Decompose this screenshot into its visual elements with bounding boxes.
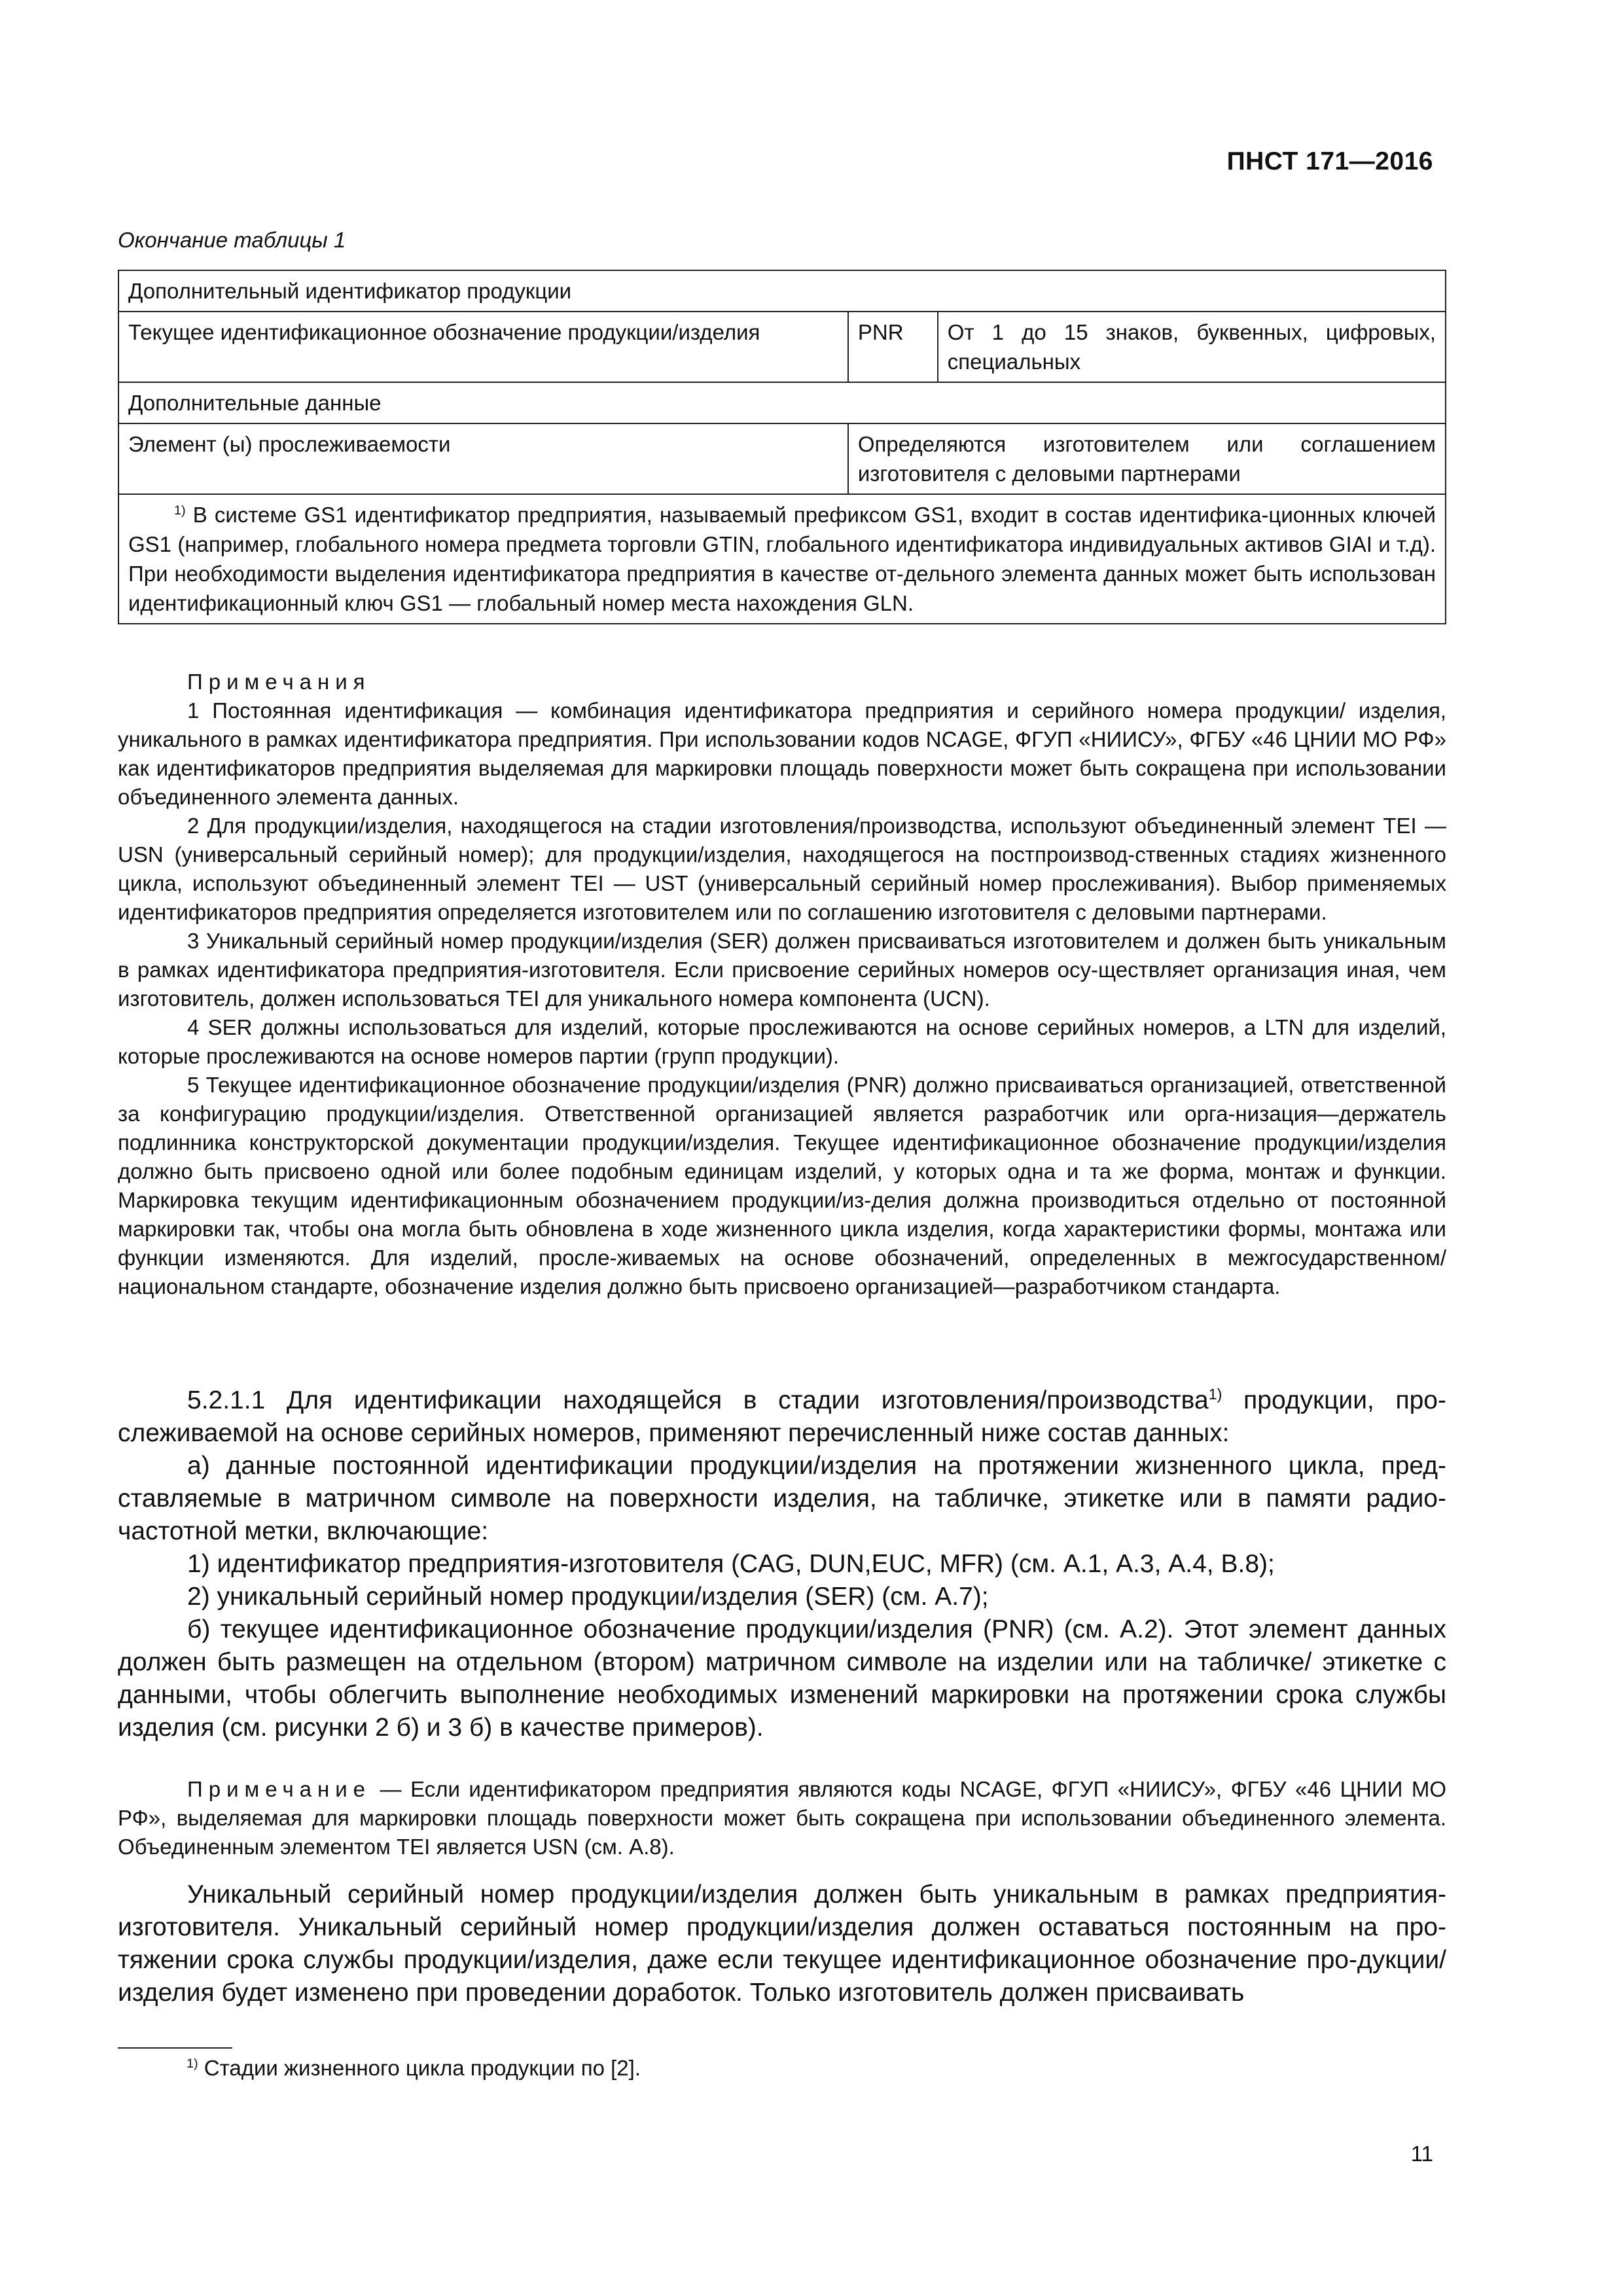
table-cell-format: От 1 до 15 знаков, буквенных, цифровых, специальных bbox=[938, 312, 1446, 382]
table-1 bbox=[118, 270, 1446, 624]
table-cell-name: Элемент (ы) прослеживаемости bbox=[118, 423, 848, 494]
table-section-row bbox=[118, 270, 1446, 312]
table-section-row bbox=[118, 382, 1446, 423]
page-footnote bbox=[187, 2054, 641, 2083]
note-item: 4 SER должны использоваться для изделий, которые прослеживаются на основе серийных номеров, а LTN для изделий, которые прослеживаются на основе номеров партии (групп продукции). bbox=[118, 1015, 1446, 1068]
page-footnote-mark: 1) bbox=[187, 2056, 198, 2071]
notes-heading: Примечания bbox=[187, 670, 371, 694]
clause-paragraph bbox=[118, 1384, 1446, 1450]
table-row bbox=[118, 423, 1446, 494]
body-paragraph bbox=[118, 1878, 1446, 2009]
note-item: 2 Для продукции/изделия, находящегося на стадии изготовления/производства, используют объединенный элемент TEI — USN (универсальный серийный номер); для продукции/изделия, находящегося на постпроизвод-ственных стадиях жизненного цикла, используют объединенный элемент TEI — UST (универсальный серийный номер прослеживания). Выбор применяемых идентификаторов предприятия определяется изготовителем или по соглашению изготовителя с деловыми партнерами. bbox=[118, 814, 1446, 924]
table-footnote-mark: 1) bbox=[174, 503, 186, 518]
footnote-ref: 1) bbox=[1208, 1386, 1222, 1403]
note-item: 5 Текущее идентификационное обозначение продукции/изделия (PNR) должно присваиваться организацией, ответственной за конфигурацию продукции/изделия. Ответственной организацией является разработчик или орга-низация—держатель подлинника конструкторской документации продукции/изделия. Текущее идентификационное обозначение продукции/изделия должно быть присвоено одной или более подобным единицам изделий, у которых одна и та же форма, монтаж и функции. Маркировка текущим идентификационным обозначением продукции/из-делия должна производиться отдельно от постоянной маркировки так, чтобы она могла быть обновлена в ходе жизненного цикла изделия, когда характеристики формы, монтажа или функции изменяются. Для изделий, просле-живаемых на основе обозначений, определенных в межгосударственном/национальном стандарте, обозначение изделия должно быть присвоено организацией—разработчиком стандарта. bbox=[118, 1073, 1446, 1299]
table-footnote-row bbox=[118, 494, 1446, 624]
document-code: ПНСТ 171—2016 bbox=[1226, 147, 1433, 175]
clause-text-end: продукции, про-слеживаемой на основе серийных номеров, применяют перечисленный ниже состав данных: bbox=[118, 1386, 1446, 1447]
page-footnote-text: Стадии жизненного цикла продукции по [2]. bbox=[204, 2056, 641, 2080]
clause-text-start: 5.2.1.1 Для идентификации находящейся в стадии изготовления/производства bbox=[187, 1386, 1209, 1414]
footnote-divider bbox=[118, 2047, 232, 2049]
table-section-additional-data: Дополнительные данные bbox=[118, 382, 1446, 423]
page-number: 11 bbox=[1410, 2142, 1433, 2166]
list-item-a: а) данные постоянной идентификации продукции/изделия на протяжении жизненного цикла, пред-ставляемые в матричном символе на поверхности изделия, на табличке, этикетке или в памяти радио-частотной метки, включающие: bbox=[118, 1452, 1446, 1545]
note-paragraph bbox=[118, 1775, 1446, 1861]
table-cell-name: Текущее идентификационное обозначение продукции/изделия bbox=[118, 312, 848, 382]
note-item: 3 Уникальный серийный номер продукции/изделия (SER) должен присваиваться изготовителем и должен быть уникальным в рамках идентификатора предприятия-изготовителя. Если присвоение серийных номеров осу-ществляет организация иная, чем изготовитель, должен использоваться TEI для уникального номера компонента (UCN). bbox=[118, 929, 1446, 1011]
table-footnote-text: В системе GS1 идентификатор предприятия, называемый префиксом GS1, входит в состав идентифика-ционных ключей GS1 (например, глобального номера предмета торговли GTIN, глобального идентификатора индивидуальных активов GIAI и т.д). При необходимости выделения идентификатора предприятия в качестве от-дельного элемента данных может быть использован идентификационный ключ GS1 — глобальный номер места нахождения GLN. bbox=[128, 503, 1436, 615]
table-cell-code: PNR bbox=[848, 312, 938, 382]
table-row bbox=[118, 312, 1446, 382]
clause-5-2-1-1 bbox=[118, 1384, 1446, 1744]
list-item-2: 2) уникальный серийный номер продукции/изделия (SER) (см. А.7); bbox=[187, 1583, 989, 1611]
body-paragraph-text: Уникальный серийный номер продукции/изделия должен быть уникальным в рамках предприятия-изготовителя. Уникальный серийный номер продукции/изделия должен оставаться постоянным на про-тяжении срока службы продукции/изделия, даже если текущее идентификационное обозначение про-дукции/изделия будет изменено при проведении доработок. Только изготовитель должен присваивать bbox=[118, 1880, 1446, 2007]
table-cell-description: Определяются изготовителем или соглашением изготовителя с деловыми партнерами bbox=[848, 423, 1446, 494]
table-section-additional-identifier: Дополнительный идентификатор продукции bbox=[118, 270, 1446, 312]
table-footnote bbox=[118, 494, 1446, 624]
table-caption: Окончание таблицы 1 bbox=[118, 228, 346, 252]
notes-block bbox=[118, 668, 1446, 1301]
note-block bbox=[118, 1775, 1446, 1861]
note-text: — Если идентификатором предприятия являются коды NCAGE, ФГУП «НИИСУ», ФГБУ «46 ЦНИИ МО РФ», выделяемая для маркировки площадь поверхности может быть сокращена при использовании объединенного элемента. Объединенным элементом TEI является USN (см. А.8). bbox=[118, 1777, 1446, 1859]
note-item: 1 Постоянная идентификация — комбинация идентификатора предприятия и серийного номера продукции/ изделия, уникального в рамках идентификатора предприятия. При использовании кодов NCAGE, ФГУП «НИИСУ», ФГБУ «46 ЦНИИ МО РФ» как идентификаторов предприятия выделяемая для маркировки площадь поверхности может быть сокращена при использовании объединенного элемента данных. bbox=[118, 698, 1446, 809]
list-item-b: б) текущее идентификационное обозначение продукции/изделия (PNR) (см. А.2). Этот элемент данных должен быть размещен на отдельном (втором) матричном символе на изделии или на табличке/ этикетке с данными, чтобы облегчить выполнение необходимых изменений маркировки на протяжении срока службы изделия (см. рисунки 2 б) и 3 б) в качестве примеров). bbox=[118, 1615, 1446, 1742]
list-item-1: 1) идентификатор предприятия-изготовителя (CAG, DUN,EUC, MFR) (см. А.1, А.3, А.4, В.8); bbox=[187, 1550, 1275, 1578]
note-label: Примечание bbox=[187, 1777, 372, 1801]
